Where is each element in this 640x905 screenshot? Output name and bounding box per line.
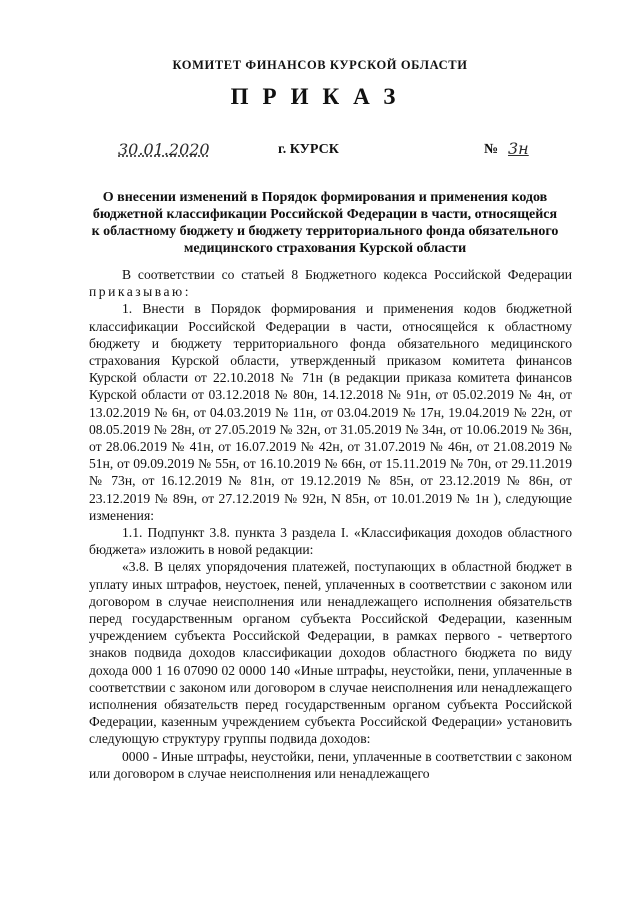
intro-command: приказываю:: [89, 284, 191, 300]
order-body: [89, 266, 572, 782]
organization-name: КОМИТЕТ ФИНАНСОВ КУРСКОЙ ОБЛАСТИ: [172, 58, 468, 72]
document-type-title: ПРИКАЗ: [230, 84, 410, 109]
order-subject-heading: О внесении изменений в Порядок формирования и применения кодов бюджетной классификации Российской Федерации в части, относящейся к областному бюджету и бюджету территориального фонда обязательного медицинского страхования Курской области: [91, 190, 559, 256]
city-label: г. КУРСК: [278, 142, 339, 157]
intro-paragraph: [89, 266, 572, 300]
intro-text: В соответствии со статьей 8 Бюджетного кодекса Российской Федерации: [122, 267, 572, 282]
number-label: №: [484, 142, 499, 157]
paragraph-0000: 0000 - Иные штрафы, неустойки, пени, уплаченные в соответствии с законом или договором в случае неисполнения или ненадлежащего: [89, 748, 572, 781]
handwritten-date: 30.01.2020: [118, 140, 210, 159]
document-meta-line: [0, 140, 640, 162]
paragraph-3-8: «3.8. В целях упорядочения платежей, поступающих в областной бюджет в уплату иных штрафов, неустоек, пеней, уплаченных в соответствии с законом или договором в случае неисполнения или ненадлежащего исполнения обязательств перед государственным органом субъекта Российской Федерации, казенным учреждением субъекта Российской Федерации, в рамках первого - четвертого знаков подвида доходов классификации доходов областного бюджета по виду дохода 000 1 16 07090 02 0000 140 «Иные штрафы, неустойки, пени, уплаченные в соответствии с законом или договором в случае неисполнения или ненадлежащего исполнения обязательств перед государственным органом субъекта Российской Федерации, казенным учреждением субъекта Российской Федерации» установить следующую структуру группы подвида доходов:: [89, 559, 572, 747]
paragraph-1-1: 1.1. Подпункт 3.8. пункта 3 раздела I. «Классификация доходов областного бюджета» изложить в новой редакции:: [89, 525, 572, 558]
handwritten-document-number: 3н: [508, 139, 529, 158]
paragraph-1: 1. Внести в Порядок формирования и применения кодов бюджетной классификации Российской Федерации в части, относящейся к областному бюджету и бюджету территориального фонда обязательного медицинского страхования Курской области, утвержденный приказом комитета финансов Курской области от 22.10.2018 № 71н (в редакции приказа комитета финансов Курской области от 03.12.2018 № 80н, 14.12.2018 № 91н, от 05.02.2019 № 4н, от 13.02.2019 № 6н, от 04.03.2019 № 11н, от 03.04.2019 № 17н, 19.04.2019 № 22н, от 08.05.2019 № 28н, от 27.05.2019 № 32н, от 31.05.2019 № 34н, от 10.06.2019 № 36н, от 28.06.2019 № 41н, от 16.07.2019 № 42н, от 31.07.2019 № 46н, от 21.08.2019 № 51н, от 09.09.2019 № 55н, от 16.10.2019 № 66н, от 15.11.2019 № 70н, от 29.11.2019 № 73н, от 16.12.2019 № 81н, от 19.12.2019 № 85н, от 23.12.2019 № 86н, от 23.12.2019 № 89н, от 27.12.2019 № 92н, N 85н, от 10.01.2019 № 1н ), следующие изменения:: [89, 301, 572, 523]
